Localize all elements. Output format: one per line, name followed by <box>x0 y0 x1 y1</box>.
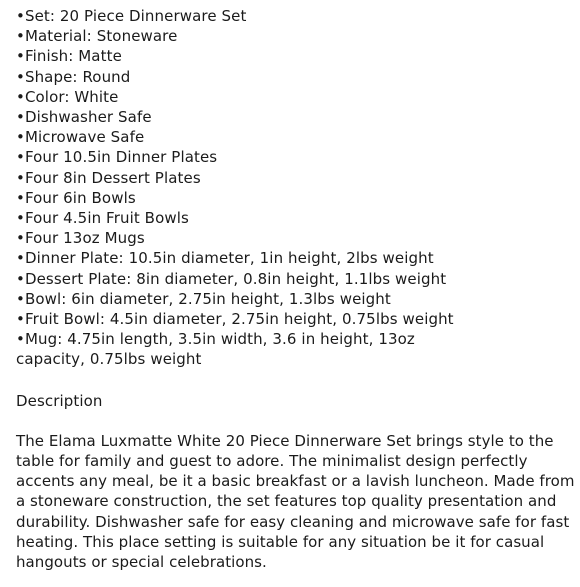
spec-item-dinner-plate-dims: •Dinner Plate: 10.5in diameter, 1in height, 2lbs weight <box>16 249 434 268</box>
spec-item-dishwasher: •Dishwasher Safe <box>16 108 152 127</box>
spec-item-fruit-bowl-dims: •Fruit Bowl: 4.5in diameter, 2.75in height, 0.75lbs weight <box>16 310 454 329</box>
description-body: The Elama Luxmatte White 20 Piece Dinnerware Set brings style to the table for family and guest to adore. The minimalist design perfectly accents any meal, be it a basic breakfast or a lavish luncheon. Made from a stoneware construction, the set features top quality presentation and durability. Dishwasher safe for easy cleaning and microwave safe for fast heating. This place setting is suitable for any situation be it for casual hangouts or special celebrations. <box>16 431 575 572</box>
spec-list <box>16 6 578 370</box>
spec-item-material: •Material: Stoneware <box>16 27 178 46</box>
spec-item-dessert-plate-dims: •Dessert Plate: 8in diameter, 0.8in height, 1.1lbs weight <box>16 269 447 288</box>
spec-item-bowl-dims: •Bowl: 6in diameter, 2.75in height, 1.3lbs weight <box>16 289 391 308</box>
spec-item-mug-dims: •Mug: 4.75in length, 3.5in width, 3.6 in height, 13oz capacity, 0.75lbs weight <box>16 330 415 369</box>
spec-item-shape: •Shape: Round <box>16 67 131 86</box>
spec-item-dessert-plates: •Four 8in Dessert Plates <box>16 168 201 187</box>
spec-item-color: •Color: White <box>16 87 119 106</box>
spec-item-set: •Set: 20 Piece Dinnerware Set <box>16 7 247 25</box>
spec-item-microwave: •Microwave Safe <box>16 128 145 147</box>
description-heading: Description <box>16 391 103 410</box>
spec-item-bowls: •Four 6in Bowls <box>16 188 136 207</box>
spec-item-fruit-bowls: •Four 4.5in Fruit Bowls <box>16 209 189 228</box>
spec-item-mugs: •Four 13oz Mugs <box>16 229 145 248</box>
spec-item-dinner-plates: •Four 10.5in Dinner Plates <box>16 148 218 167</box>
product-details <box>16 6 578 587</box>
spec-item-finish: •Finish: Matte <box>16 47 122 66</box>
